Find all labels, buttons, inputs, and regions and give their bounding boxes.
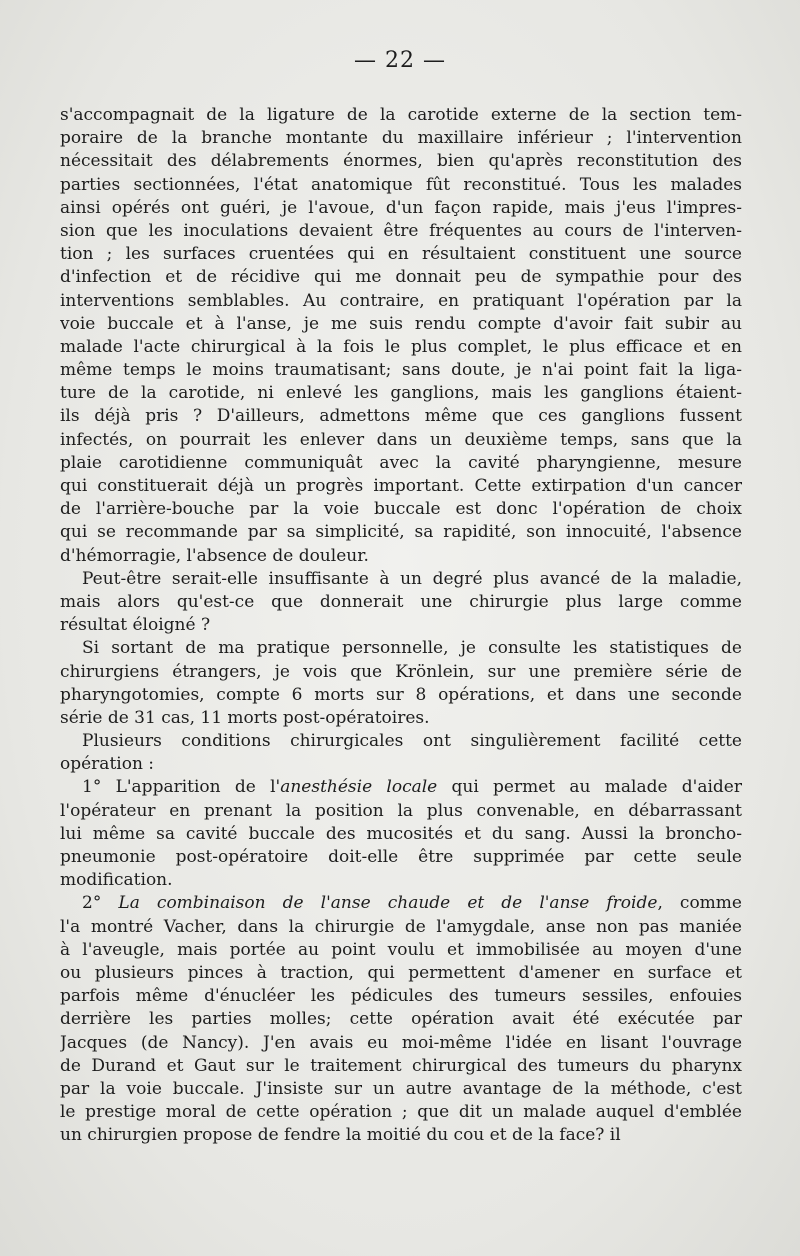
text-line xyxy=(60,197,742,220)
text-run: résultat éloigné ? xyxy=(60,615,211,636)
text-line xyxy=(60,707,742,730)
text-line xyxy=(60,753,742,776)
text-line xyxy=(60,637,742,660)
italic-run: anesthésie locale xyxy=(280,777,438,798)
text-run: ils déjà pris ? D'ailleurs, admettons même que ces ganglions fussent xyxy=(60,406,742,427)
text-line xyxy=(60,939,742,962)
text-run: nécessitait des délabrements énormes, bien qu'après reconstitution des xyxy=(60,151,742,172)
text-line xyxy=(60,405,742,428)
text-run: plaie carotidienne communiquât avec la cavité pharyngienne, mesure xyxy=(60,452,742,473)
text-run: chirurgiens étrangers, je vois que Krönlein, sur une première série de xyxy=(60,661,742,682)
text-line xyxy=(60,243,742,266)
body-text xyxy=(60,104,742,1147)
text-line xyxy=(60,568,742,591)
text-line xyxy=(60,521,742,544)
text-run: parties sectionnées, l'état anatomique fût reconstitué. Tous les malades xyxy=(60,174,742,195)
text-line xyxy=(60,266,742,289)
text-line xyxy=(60,730,742,753)
paragraph xyxy=(60,776,742,892)
text-run: pneumonie post-opératoire doit-elle être supprimée par cette seule xyxy=(60,847,742,867)
text-run: tion ; les surfaces cruentées qui en résultaient constituent une source xyxy=(60,244,742,265)
text-line xyxy=(60,174,742,197)
text-line xyxy=(60,800,742,823)
text-line xyxy=(60,776,742,799)
text-line xyxy=(60,614,742,637)
text-line xyxy=(60,545,742,568)
text-line xyxy=(60,313,742,336)
text-line xyxy=(60,985,742,1008)
text-run: 1° L'apparition de l' xyxy=(82,777,281,798)
text-line xyxy=(60,104,742,127)
text-run: parfois même d'énucléer les pédicules des tumeurs sessiles, enfouies xyxy=(60,986,742,1007)
text-run: l'a montré Vacher, dans la chirurgie de l'amygdale, anse non pas maniée xyxy=(60,916,742,937)
text-run: Peut-être serait-elle insuffisante à un degré plus avancé de la maladie, xyxy=(82,568,742,589)
text-line xyxy=(60,869,742,892)
text-run: de Durand et Gaut sur le traitement chirurgical des tumeurs du pharynx xyxy=(60,1055,742,1076)
paragraph xyxy=(60,892,742,1147)
italic-run: La combinaison de l'anse chaude et de l'anse froide xyxy=(118,893,658,914)
text-line xyxy=(60,1078,742,1101)
text-line xyxy=(60,661,742,684)
text-run: l'opérateur en prenant la position la plus convenable, en débarrassant xyxy=(60,800,742,821)
text-line xyxy=(60,150,742,173)
text-line xyxy=(60,290,742,313)
text-run: sion que les inoculations devaient être fréquentes au cours de l'interven- xyxy=(60,220,742,241)
text-line xyxy=(60,127,742,150)
text-run: à l'aveugle, mais portée au point voulu et immobilisée au moyen d'une xyxy=(60,939,742,960)
text-run: Jacques (de Nancy). J'en avais eu moi-même l'idée en lisant l'ouvrage xyxy=(60,1032,742,1053)
text-run: série de 31 cas, 11 morts post-opératoires. xyxy=(60,707,430,728)
paragraph xyxy=(60,568,742,638)
paragraph xyxy=(60,637,742,730)
text-line xyxy=(60,684,742,707)
text-line xyxy=(60,429,742,452)
paragraph xyxy=(60,104,742,568)
text-line xyxy=(60,382,742,405)
text-run: malade l'acte chirurgical à la fois le plus complet, le plus efficace et en xyxy=(60,336,742,357)
text-line xyxy=(60,498,742,521)
text-run: ou plusieurs pinces à traction, qui permettent d'amener en surface et xyxy=(60,962,742,983)
text-line xyxy=(60,591,742,614)
text-run: opération : xyxy=(60,754,155,775)
text-line xyxy=(60,220,742,243)
text-line xyxy=(60,823,742,846)
text-run: ainsi opérés ont guéri, je l'avoue, d'un façon rapide, mais j'eus l'impres- xyxy=(60,197,742,218)
text-line xyxy=(60,1101,742,1124)
text-line xyxy=(60,1124,742,1147)
text-run: s'accompagnait de la ligature de la carotide externe de la section tem- xyxy=(60,105,742,125)
text-run: d'infection et de récidive qui me donnait peu de sympathie pour des xyxy=(60,267,742,288)
text-run: mais alors qu'est-ce que donnerait une chirurgie plus large comme xyxy=(60,591,742,612)
paragraph xyxy=(60,730,742,776)
text-run: qui permet au malade d'aider xyxy=(437,777,742,798)
text-line xyxy=(60,1008,742,1031)
text-run: Si sortant de ma pratique personnelle, je consulte les statistiques de xyxy=(82,638,742,659)
text-run: lui même sa cavité buccale des mucosités et du sang. Aussi la broncho- xyxy=(60,823,742,844)
text-line xyxy=(60,336,742,359)
text-run: pharyngotomies, compte 6 morts sur 8 opérations, et dans une seconde xyxy=(60,684,742,705)
page-number: — 22 — xyxy=(354,48,446,73)
text-line xyxy=(60,846,742,869)
text-run: d'hémorragie, l'absence de douleur. xyxy=(60,545,369,566)
text-line xyxy=(60,452,742,475)
text-run: infectés, on pourrait les enlever dans un deuxième temps, sans que la xyxy=(60,429,742,450)
text-run: par la voie buccale. J'insiste sur un autre avantage de la méthode, c'est xyxy=(60,1078,742,1099)
text-run: qui constituerait déjà un progrès important. Cette extirpation d'un cancer xyxy=(60,476,742,496)
text-run: de l'arrière-bouche par la voie buccale est donc l'opération de choix xyxy=(60,499,742,520)
text-line xyxy=(60,892,742,915)
text-run: un chirurgien propose de fendre la moitié du cou et de la face? il xyxy=(60,1125,621,1146)
text-line xyxy=(60,962,742,985)
text-run: Plusieurs conditions chirurgicales ont singulièrement facilité cette xyxy=(82,731,742,752)
text-run: qui se recommande par sa simplicité, sa rapidité, son innocuité, l'absence xyxy=(60,522,742,543)
text-run: , comme xyxy=(657,893,742,914)
text-run: derrière les parties molles; cette opération avait été exécutée par xyxy=(60,1009,742,1030)
text-line xyxy=(60,1055,742,1078)
text-run: même temps le moins traumatisant; sans doute, je n'ai point fait la liga- xyxy=(60,360,742,381)
text-run: poraire de la branche montante du maxillaire inférieur ; l'intervention xyxy=(60,128,742,149)
text-run: ture de la carotide, ni enlevé les ganglions, mais les ganglions étaient- xyxy=(60,383,742,404)
text-run: modification. xyxy=(60,870,173,891)
text-run: voie buccale et à l'anse, je me suis rendu compte d'avoir fait subir au xyxy=(60,313,742,334)
text-line xyxy=(60,1032,742,1055)
text-line xyxy=(60,475,742,498)
text-line xyxy=(60,916,742,939)
text-line xyxy=(60,359,742,382)
text-run: le prestige moral de cette opération ; que dit un malade auquel d'emblée xyxy=(60,1102,742,1123)
text-run: 2° xyxy=(82,893,119,914)
text-run: interventions semblables. Au contraire, en pratiquant l'opération par la xyxy=(60,290,742,311)
